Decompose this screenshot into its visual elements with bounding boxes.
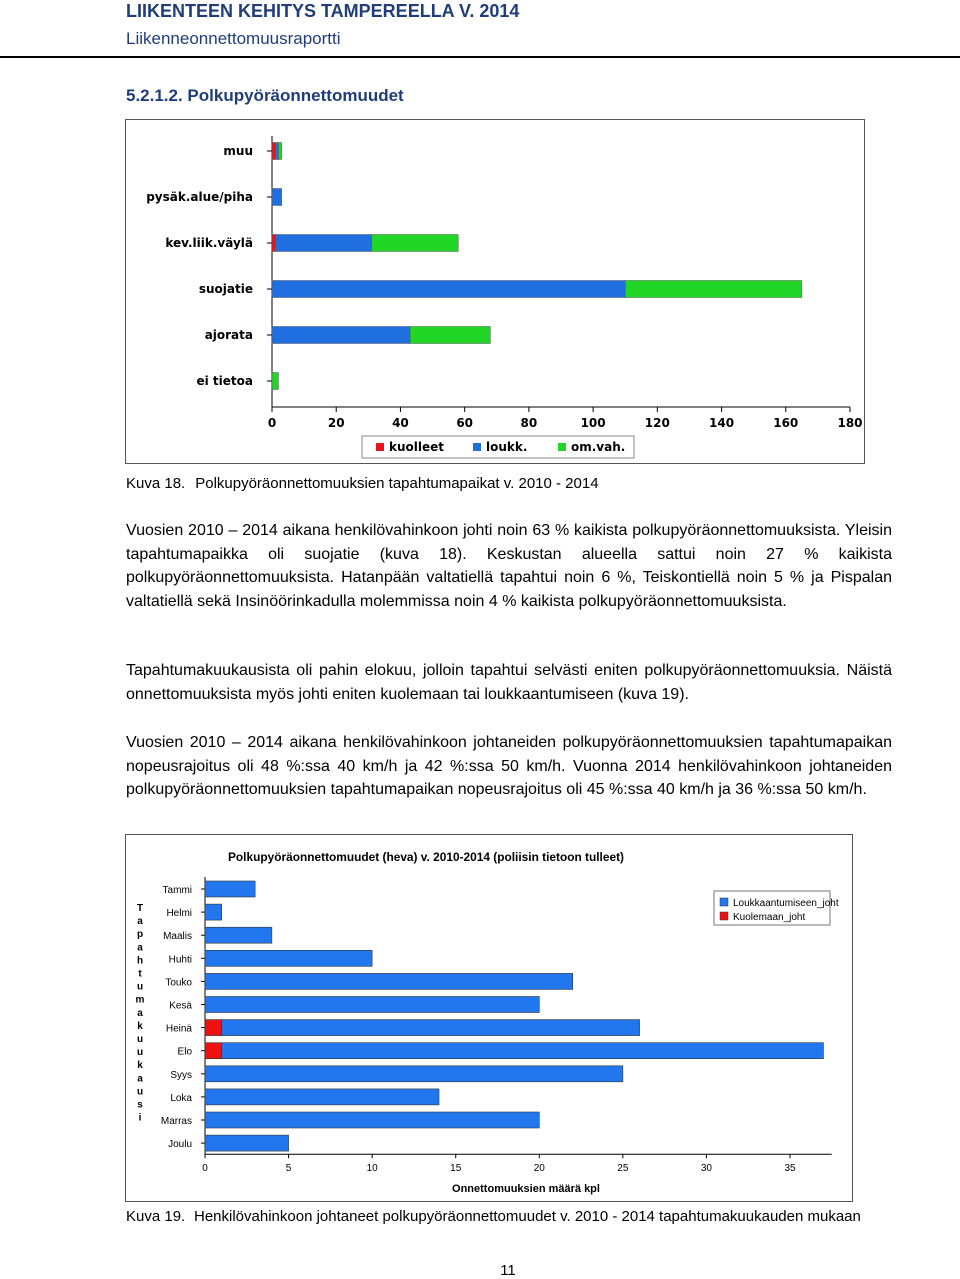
- y-axis-title-letter: p: [136, 929, 144, 941]
- month-label: Huhti: [168, 954, 192, 966]
- bar-segment: [275, 143, 278, 160]
- bar-segment: [275, 235, 371, 252]
- bar-segment: [272, 327, 410, 344]
- bar-segment: [272, 373, 278, 390]
- y-axis-title-letter: k: [137, 1060, 143, 1072]
- figure-18-label: Kuva 18.: [126, 475, 186, 492]
- y-axis-title-letter: a: [137, 1007, 143, 1019]
- chart-title: Polkupyöräonnettomuudet (heva) v. 2010-2014 (poliisin tietoon tulleet): [228, 850, 624, 864]
- x-tick-label: 5: [285, 1163, 292, 1175]
- paragraph-months: Tapahtumakuukausista oli pahin elokuu, jolloin tapahtui selvästi eniten polkupyöräonnettomuuksia. Näistä onnettomuuksista myös johti eniten kuolemaan tai loukkaantumiseen (kuva 19).: [126, 662, 892, 703]
- month-label: Touko: [165, 977, 192, 989]
- month-label: Helmi: [166, 908, 192, 920]
- bar-segment: [410, 327, 490, 344]
- bar-segment: [272, 281, 625, 298]
- x-tick-label: 140: [709, 416, 735, 430]
- month-label: Kesä: [169, 1000, 192, 1012]
- location-bar-chart: [126, 120, 864, 463]
- x-tick-label: 10: [366, 1163, 378, 1175]
- x-tick-label: 35: [784, 1163, 796, 1175]
- x-tick-label: 40: [392, 416, 409, 430]
- month-label: Loka: [170, 1092, 192, 1104]
- category-label: ajorata: [204, 328, 253, 342]
- legend-label: loukk.: [486, 440, 528, 454]
- bar-segment: [278, 143, 281, 160]
- bar-segment: [272, 143, 275, 160]
- legend-swatch: [376, 443, 384, 451]
- legend-swatch: [473, 443, 481, 451]
- x-tick-label: 20: [533, 1163, 545, 1175]
- y-axis-title-letter: h: [136, 955, 144, 967]
- y-axis-title-letter: a: [137, 942, 143, 954]
- month-label: Joulu: [168, 1139, 192, 1151]
- month-label: Syys: [170, 1069, 192, 1081]
- figure-19-text: Henkilövahinkoon johtaneet polkupyöräonnettomuudet v. 2010 - 2014 tapahtumakuukauden mukaan: [194, 1208, 861, 1225]
- paragraph-speed-limits: Vuosien 2010 – 2014 aikana henkilövahinkoon johtaneiden polkupyöräonnettomuuksien tapahtumapaikan nopeusrajoitus oli 48 %:ssa 40 km/h ja 42 %:ssa 50 km/h. Vuonna 2014 henkilövahinkoon johtaneiden polkupyöräonnettomuuksien tapahtumapaikan nopeusrajoitus oli 45 %:ssa 40 km/h ja 36 %:ssa 50 km/h.: [126, 734, 892, 798]
- month-bar-chart: [126, 835, 852, 1201]
- category-label: kev.liik.väylä: [165, 236, 253, 250]
- bar-segment: [625, 281, 802, 298]
- bar-segment: [205, 1043, 222, 1059]
- bar-segment: [222, 1043, 824, 1059]
- section-heading: 5.2.1.2. Polkupyöräonnettomuudet: [126, 86, 404, 105]
- legend-swatch: [720, 898, 728, 906]
- y-axis-title-letter: t: [138, 968, 142, 980]
- x-tick-label: 0: [202, 1163, 208, 1175]
- bar-segment: [205, 1089, 439, 1105]
- x-tick-label: 15: [450, 1163, 462, 1175]
- x-tick-label: 20: [327, 416, 345, 430]
- y-axis-title-letter: m: [135, 994, 145, 1006]
- x-tick-label: 120: [644, 416, 670, 430]
- report-subtitle: Liikenneonnettomuusraportti: [126, 29, 341, 48]
- y-axis-title-letter: T: [136, 903, 144, 914]
- figure-18-caption: [126, 475, 599, 492]
- month-label: Maalis: [163, 931, 192, 943]
- x-tick-label: 0: [267, 416, 277, 430]
- month-label: Tammi: [162, 885, 192, 896]
- figure-19-label: Kuva 19.: [126, 1208, 186, 1225]
- y-axis-title-letter: u: [136, 981, 144, 993]
- x-tick-label: 30: [700, 1163, 712, 1175]
- bar-segment: [205, 927, 272, 943]
- x-axis-title: Onnettomuuksien määrä kpl: [452, 1183, 600, 1196]
- legend-swatch: [720, 912, 728, 920]
- bar-segment: [205, 1112, 539, 1128]
- y-axis-title-letter: s: [137, 1099, 143, 1111]
- month-label: Heinä: [165, 1023, 192, 1035]
- y-axis-title-letter: i: [138, 1112, 142, 1124]
- page-number: 11: [500, 1262, 516, 1279]
- bar-segment: [205, 881, 255, 897]
- legend-label: Loukkaantumiseen_joht: [733, 898, 839, 909]
- x-tick-label: 25: [617, 1163, 629, 1175]
- legend-label: kuolleet: [389, 440, 445, 454]
- x-tick-label: 160: [773, 416, 799, 430]
- bar-segment: [222, 1020, 640, 1036]
- report-title: LIIKENTEEN KEHITYS TAMPEREELLA V. 2014: [126, 1, 520, 21]
- legend-label: Kuolemaan_joht: [733, 912, 806, 923]
- category-label: pysäk.alue/piha: [146, 190, 253, 204]
- category-label: suojatie: [198, 282, 253, 296]
- bar-segment: [205, 1020, 222, 1036]
- category-label: ei tietoa: [196, 374, 253, 388]
- y-axis-title-letter: u: [136, 1086, 144, 1098]
- figure-19-caption: [126, 1208, 874, 1226]
- paragraph-locations: Vuosien 2010 – 2014 aikana henkilövahinkoon johti noin 63 % kaikista polkupyöräonnettomuuksista. Yleisin tapahtumapaikka oli suojatie (kuva 18). Keskustan alueella sattui noin 27 % kaikista polkupyöräonnettomuuksista. Hatanpään valtatiellä tapahtui noin 6 %, Teiskontiellä noin 5 % ja Pispalan valtatiellä sekä Insinöörinkadulla molemmissa noin 4 % kaikista polkupyöräonnettomuuksista.: [126, 522, 892, 610]
- figure-location-chart: [125, 119, 865, 464]
- x-tick-label: 80: [520, 416, 538, 430]
- x-tick-label: 180: [837, 416, 863, 430]
- bar-segment: [272, 235, 275, 252]
- bar-segment: [205, 1135, 289, 1151]
- bar-segment: [205, 973, 573, 989]
- bar-segment: [205, 904, 222, 920]
- bar-segment: [205, 1066, 623, 1082]
- figure-month-chart: [125, 834, 853, 1202]
- month-label: Elo: [177, 1046, 192, 1058]
- bar-segment: [205, 997, 539, 1013]
- header-divider: [0, 56, 960, 58]
- y-axis-title-letter: k: [137, 1020, 143, 1032]
- bar-segment: [205, 950, 372, 966]
- y-axis-title-letter: u: [136, 1034, 144, 1045]
- category-label: muu: [223, 144, 253, 158]
- month-label: Marras: [160, 1116, 192, 1127]
- y-axis-title-letter: u: [136, 1047, 144, 1059]
- legend-label: om.vah.: [571, 440, 626, 454]
- bar-segment: [372, 235, 459, 252]
- legend-swatch: [558, 443, 566, 451]
- figure-18-text: Polkupyöräonnettomuuksien tapahtumapaikat v. 2010 - 2014: [195, 475, 599, 492]
- y-axis-title-letter: a: [137, 1073, 143, 1085]
- x-tick-label: 100: [580, 416, 606, 430]
- bar-segment: [272, 189, 282, 206]
- y-axis-title-letter: a: [137, 916, 143, 928]
- x-tick-label: 60: [456, 416, 474, 430]
